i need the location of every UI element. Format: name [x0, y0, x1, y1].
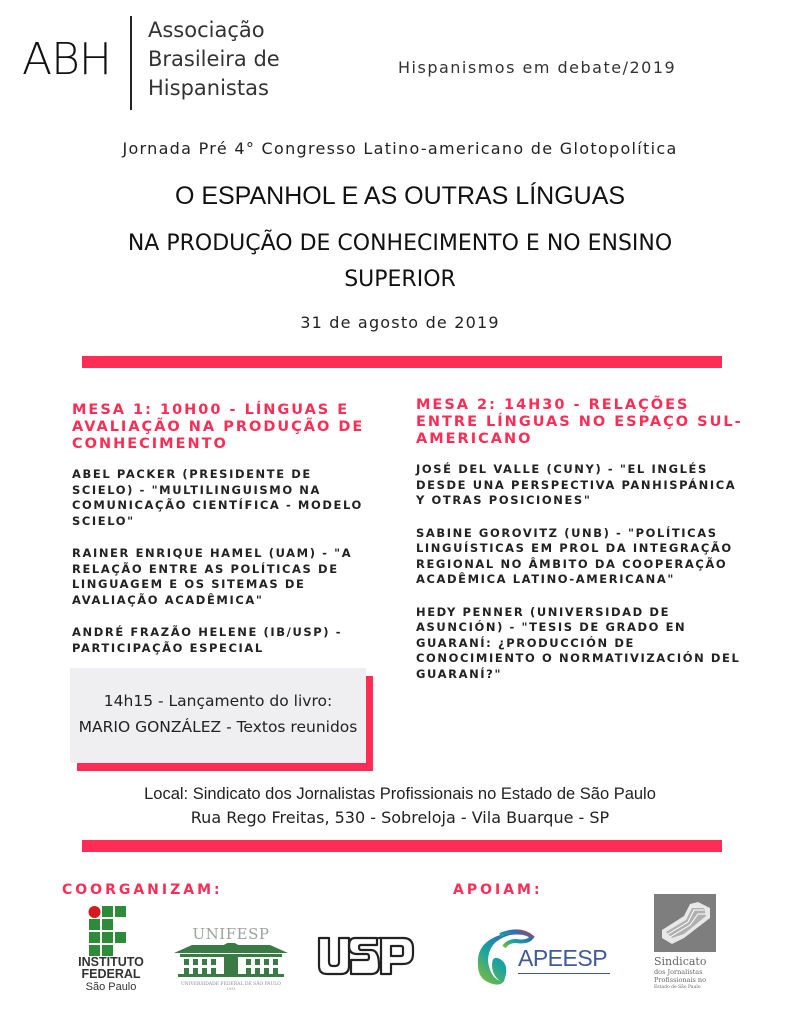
- mesa1-title: MESA 1: 10H00 - LÍNGUAS E AVALIAÇÃO NA PRODUÇÃO DE CONHECIMENTO: [72, 402, 365, 452]
- logo-name-line: Hispanistas: [148, 76, 269, 100]
- event-title-rest: [0, 226, 800, 298]
- ifsp-line3: São Paulo: [85, 981, 137, 993]
- event-title-line3: SUPERIOR: [344, 267, 456, 292]
- ifsp-logo: [80, 905, 160, 1000]
- coorganizers-label: COORGANIZAM:: [62, 882, 223, 898]
- sindicato-logo: [654, 894, 716, 994]
- talk-item: ANDRÉ FRAZÃO HELENE (IB/USP) - PARTICIPAÇÃO ESPECIAL: [72, 625, 343, 655]
- apeesp-underline: [518, 973, 610, 974]
- unifesp-logo: [172, 925, 290, 997]
- unifesp-year: 1933: [226, 987, 236, 991]
- event-title-line1: O ESPANHOL E AS OUTRAS LÍNGUAS: [174, 182, 626, 210]
- mesa2-column: [416, 397, 746, 682]
- divider-bar: [82, 840, 722, 852]
- book-launch-line1: 14h15 - Lançamento do livro:: [103, 692, 333, 710]
- usp-logo: [317, 936, 415, 976]
- mesa1-column: [72, 402, 372, 656]
- event-subtitle: Jornada Pré 4° Congresso Latino-americano de Glotopolítica: [122, 139, 678, 158]
- ifsp-line1: INSTITUTO: [78, 955, 144, 969]
- sindicato-emblem-icon: [654, 894, 716, 952]
- mesa2-title: MESA 2: 14H30 - RELAÇÕES ENTRE LÍNGUAS NO ESPAÇO SUL-AMERICANO: [416, 397, 743, 447]
- sindicato-line1: Sindicato: [654, 955, 707, 968]
- apeesp-logo: [470, 925, 615, 990]
- book-launch-box: [70, 668, 366, 763]
- talk-item: JOSÉ DEL VALLE (CUNY) - "EL INGLÉS DESDE UNA PERSPECTIVA PANHISPÁNICA Y OTRAS POSICIONES": [416, 462, 737, 507]
- apeesp-name: APEESP: [518, 945, 608, 971]
- logo-divider: [130, 16, 132, 110]
- unifesp-building-icon: [172, 943, 290, 977]
- event-title-line2: NA PRODUÇÃO DE CONHECIMENTO E NO ENSINO: [127, 231, 673, 256]
- unifesp-name: UNIFESP: [192, 925, 270, 943]
- abh-logo-abbr: ABH: [22, 34, 111, 85]
- divider-bar: [82, 356, 722, 368]
- talk-item: SABINE GOROVITZ (UNB) - "POLÍTICAS LINGUÍSTICAS EM PROL DA INTEGRAÇÃO REGIONAL NO ÂMBITO DA COOPERAÇÃO ACADÊMICA LATINO-AMERICANA": [416, 525, 733, 586]
- talk-item: HEDY PENNER (UNIVERSIDAD DE ASUNCIÓN) - "TESIS DE GRADO EN GUARANÍ: ¿PRODUCCIÓN DE CONOCIMIENTO O NORMATIVIZACIÓN DEL GUARANÍ?": [416, 604, 741, 681]
- ifsp-line2: FEDERAL: [81, 967, 141, 981]
- location-venue: Local: Sindicato dos Jornalistas Profissionais no Estado de São Paulo: [144, 785, 656, 803]
- unifesp-caption: UNIVERSIDADE FEDERAL DE SÃO PAULO: [181, 982, 281, 987]
- sindicato-line3: Profissionais no: [654, 976, 707, 984]
- sindicato-line2: dos Jornalistas: [654, 968, 703, 976]
- talk-item: RAINER ENRIQUE HAMEL (UAM) - "A RELAÇÃO ENTRE AS POLÍTICAS DE LINGUAGEM E OS SITEMAS DE AVALIAÇÃO ACADÊMICA": [72, 546, 353, 607]
- book-launch-line2: MARIO GONZÁLEZ - Textos reunidos: [78, 718, 358, 736]
- usp-logo-icon: [317, 936, 415, 976]
- tagline: Hispanismos em debate/2019: [398, 58, 677, 77]
- abh-logo-name: [148, 16, 280, 103]
- logo-name-line: Brasileira de: [148, 47, 280, 71]
- sindicato-line4: Estado de São Paulo: [654, 985, 701, 990]
- location-address: Rua Rego Freitas, 530 - Sobreloja - Vila Buarque - SP: [190, 808, 610, 827]
- supporters-label: APOIAM:: [453, 882, 543, 898]
- event-date: 31 de agosto de 2019: [300, 313, 500, 332]
- talk-item: ABEL PACKER (PRESIDENTE DE SCIELO) - "MULTILINGUISMO NA COMUNICAÇÃO CIENTÍFICA - MODELO SCIELO": [72, 467, 363, 528]
- logo-name-line: Associação: [148, 18, 265, 42]
